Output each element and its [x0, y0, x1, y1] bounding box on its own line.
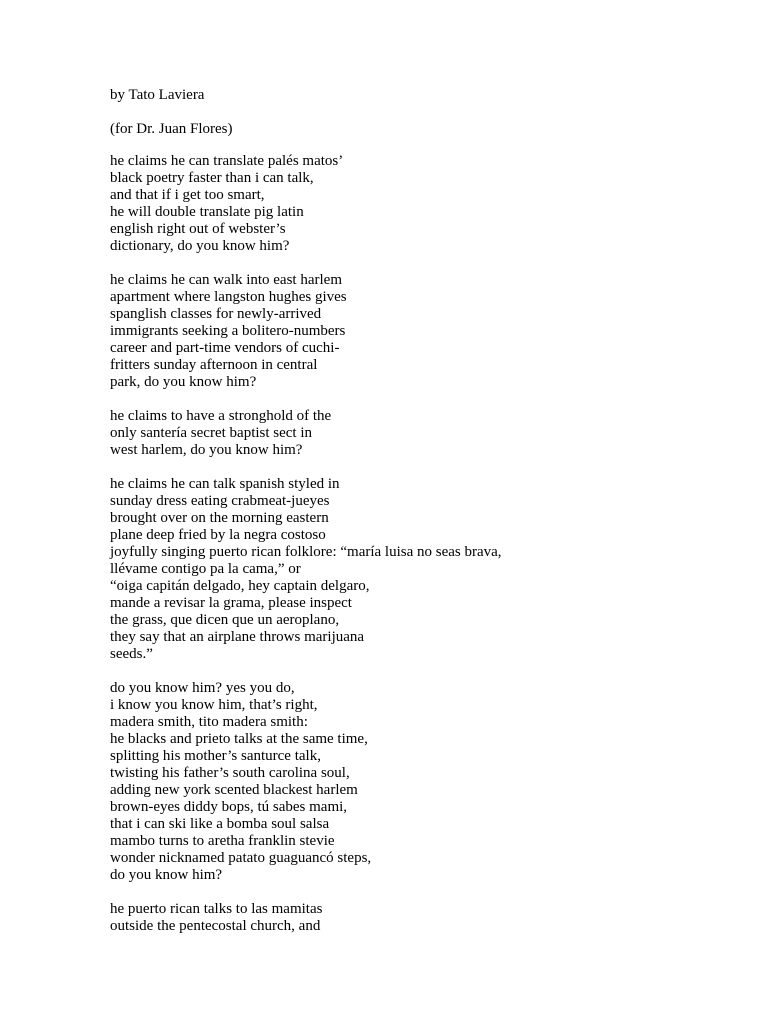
poem-line: they say that an airplane throws marijuana: [110, 629, 365, 645]
poem-line: west harlem, do you know him?: [110, 442, 303, 458]
poem-line: and that if i get too smart,: [110, 187, 265, 203]
poem-line: mande a revisar la grama, please inspect: [110, 595, 352, 611]
poem-body: [110, 153, 502, 952]
poem-line: spanglish classes for newly-arrived: [110, 306, 322, 322]
poem-line: plane deep fried by la negra costoso: [110, 527, 326, 543]
poem-line: i know you know him, that’s right,: [110, 697, 318, 713]
dedication-line: (for Dr. Juan Flores): [110, 121, 233, 137]
poem-line: brought over on the morning eastern: [110, 510, 329, 526]
poem-line: that i can ski like a bomba soul salsa: [110, 816, 330, 832]
stanza: [110, 408, 502, 459]
poem-line: he claims he can translate palés matos’: [110, 153, 344, 169]
poem-line: fritters sunday afternoon in central: [110, 357, 318, 373]
poem-line: dictionary, do you know him?: [110, 238, 290, 254]
poem-line: he puerto rican talks to las mamitas: [110, 901, 323, 917]
poem-line: brown-eyes diddy bops, tú sabes mami,: [110, 799, 348, 815]
poem-line: joyfully singing puerto rican folklore: “maría luisa no seas brava,: [110, 544, 502, 560]
poem-line: llévame contigo pa la cama,” or: [110, 561, 301, 577]
poem-line: the grass, que dicen que un aeroplano,: [110, 612, 340, 628]
poem-line: outside the pentecostal church, and: [110, 918, 321, 934]
author-byline: by Tato Laviera: [110, 87, 205, 103]
poem-line: he blacks and prieto talks at the same time,: [110, 731, 368, 747]
stanza: [110, 476, 502, 663]
poem-line: he claims he can talk spanish styled in: [110, 476, 340, 492]
poem-line: “oiga capitán delgado, hey captain delgaro,: [110, 578, 370, 594]
poem-line: do you know him? yes you do,: [110, 680, 295, 696]
poem-line: he claims he can walk into east harlem: [110, 272, 342, 288]
stanza: [110, 153, 502, 255]
poem-line: park, do you know him?: [110, 374, 257, 390]
poem-line: twisting his father’s south carolina soul,: [110, 765, 350, 781]
poem-line: mambo turns to aretha franklin stevie: [110, 833, 335, 849]
poem-line: sunday dress eating crabmeat-jueyes: [110, 493, 330, 509]
poem-line: seeds.”: [110, 646, 153, 662]
poem-line: adding new york scented blackest harlem: [110, 782, 358, 798]
poem-line: english right out of webster’s: [110, 221, 286, 237]
poem-line: wonder nicknamed patato guaguancó steps,: [110, 850, 372, 866]
stanza: [110, 272, 502, 391]
poem-line: black poetry faster than i can talk,: [110, 170, 314, 186]
poem-line: he will double translate pig latin: [110, 204, 304, 220]
poem-line: apartment where langston hughes gives: [110, 289, 347, 305]
stanza: [110, 901, 502, 935]
poem-line: splitting his mother’s santurce talk,: [110, 748, 321, 764]
poem-line: he claims to have a stronghold of the: [110, 408, 332, 424]
stanza: [110, 680, 502, 884]
poem-line: madera smith, tito madera smith:: [110, 714, 308, 730]
poem-line: career and part-time vendors of cuchi-: [110, 340, 340, 356]
poem-line: do you know him?: [110, 867, 223, 883]
poem-line: only santería secret baptist sect in: [110, 425, 313, 441]
poem-line: immigrants seeking a bolitero-numbers: [110, 323, 346, 339]
